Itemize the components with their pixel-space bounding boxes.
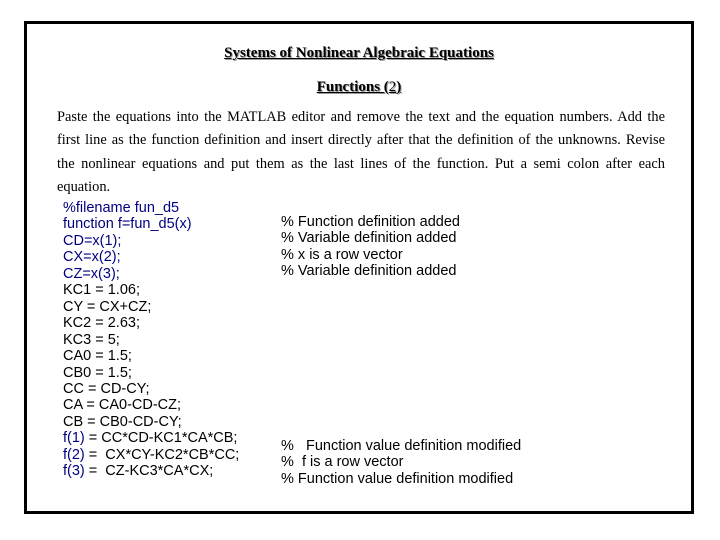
equation-rhs: = CC*CD-KC1*CA*CB; [84, 430, 238, 447]
equation-lhs: f(2) [63, 446, 85, 463]
code-line: CA = CA0-CD-CZ; [63, 397, 182, 414]
equation-rhs: = CX*CY-KC2*CB*CC; [84, 446, 240, 463]
code-line: CD=x(1); [63, 232, 122, 249]
instruction-paragraph: Paste the equations into the MATLAB editor and remove the text and the equation numbers. Add the first line as the function definition and insert directly after that the definition of the unknowns. Revise the nonlinear equations and put them as the last lines of the function. Put a semi colon after each equation. [57, 109, 665, 195]
comment-line: % Function value definition modified [281, 470, 514, 487]
slide-frame [24, 21, 694, 514]
comment-line: % Variable definition added [281, 230, 457, 247]
code-line: CA0 = 1.5; [63, 348, 132, 365]
equation-line [63, 430, 239, 446]
comment-line: % Function definition added [281, 214, 460, 230]
code-line: CZ=x(3); [63, 265, 120, 282]
subtitle-prefix: Functions ( [316, 79, 389, 95]
code-line: function f=fun_d5(x) [63, 216, 192, 233]
comment-line: % Function value definition modified [281, 438, 522, 454]
equation-rhs: = CZ-KC3*CA*CX; [84, 463, 214, 480]
code-line: KC2 = 2.63; [63, 315, 140, 332]
slide-subtitle [27, 79, 691, 96]
equation-line [63, 447, 239, 463]
code-line: CC = CD-CY; [63, 380, 150, 397]
code-line: KC1 = 1.06; [63, 282, 140, 299]
equation-lhs: f(3) [63, 463, 85, 480]
comments-top [281, 214, 460, 280]
subtitle-suffix: ) [396, 79, 402, 95]
slide-title: Systems of Nonlinear Algebraic Equations [224, 45, 494, 61]
equation-lhs: f(1) [63, 430, 85, 447]
comment-line: % Variable definition added [281, 263, 457, 280]
comment-line: % x is a row vector [281, 246, 403, 263]
comments-bottom [281, 438, 521, 487]
code-line: CY = CX+CZ; [63, 298, 152, 315]
code-line: CB0 = 1.5; [63, 364, 132, 381]
code-block [63, 200, 239, 480]
code-line: CX=x(2); [63, 249, 121, 266]
code-line: %filename fun_d5 [63, 200, 180, 216]
equation-line [63, 463, 239, 479]
code-line: KC3 = 5; [63, 331, 120, 348]
subtitle-number: 2 [388, 79, 397, 95]
comment-line: % f is a row vector [281, 454, 404, 471]
code-line: CB = CB0-CD-CY; [63, 413, 182, 430]
